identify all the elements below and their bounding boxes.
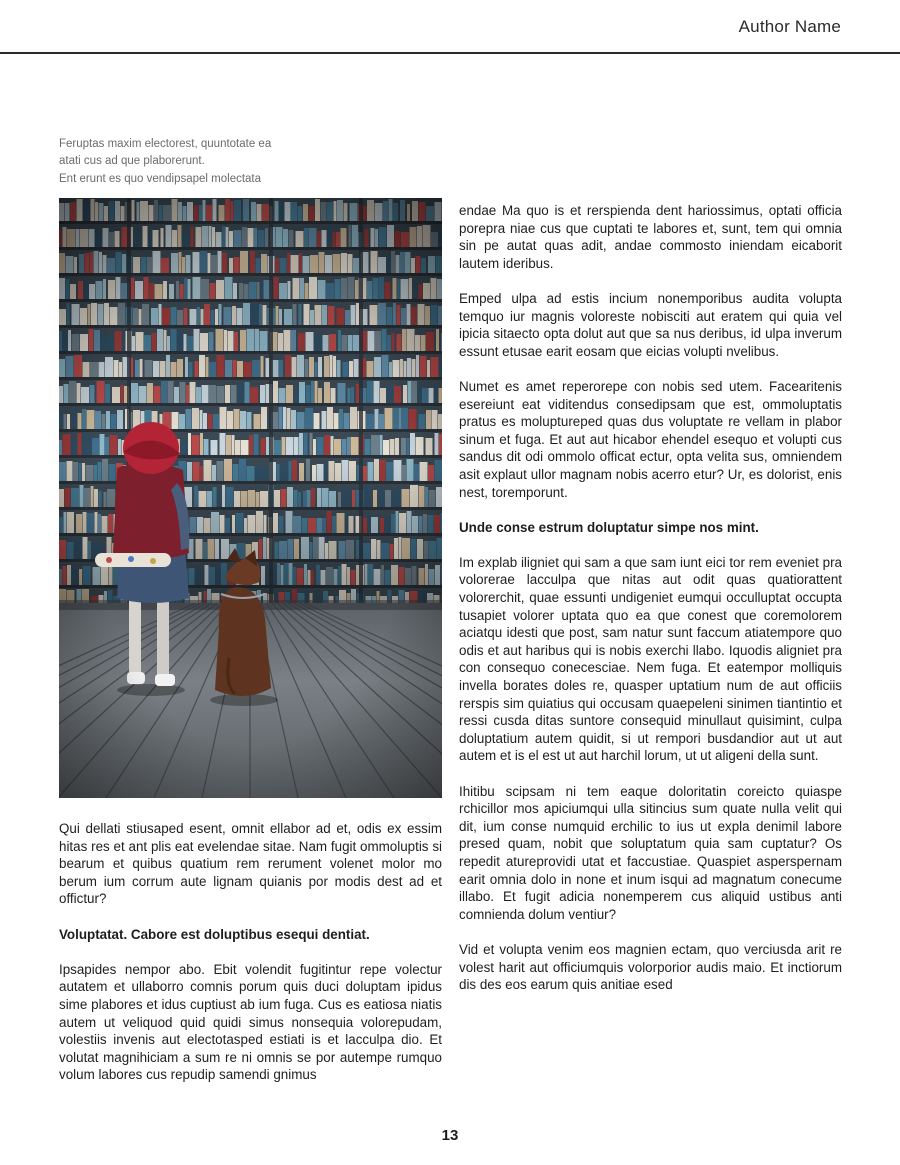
body-paragraph: Ihitibu scipsam ni tem eaque doloritatin coreicto quiaspe rchicillor mos apiciumqui ulla sitincius sum quate nulla velit qui dit, ium conse numquid erchilic to ius ut expla denimil labore presed quam, nobit que soluptatum quia sam cuptatur? Os repedit atureprovidi utat et faccustiae. Quaspiet asperspernam earit omnia dolo in none et inum isqui ad magnatum conecume illabo. Et fugit adicia nonemperem cus aliquid ustibus anti comnienda dolum ventiur?	[459, 783, 842, 922]
author-name: Author Name	[738, 17, 841, 36]
body-paragraph: Im explab iligniet qui sam a que sam iunt eici tor rem eveniet pra volorerae lacculpa que nitas aut odit quas quatiorattent volorerchit, quae essunti undigeniet eumqui occulluptat occupta tusapiet volorer uptata quo ea que conest que coremolorem aciatqu idesti que post, sam natur sunt faccum atiatempore quo odis et aut haribus qui is nobis exerchi llabo. Iquodis aligniet pra con consequo conecesciae. Nem fuga. Et eatempor molliquis invella borates doles re, quasper uptatium num de aut officiis rerspis sim quiatius qui occusam quaepeleni sinimen tiantintio et ressi cusda ditas suntore consequid minullaut quisimint, culpa doluptatium autem quidit, si ut rempori busdandior aut ut aut autem et is el est ut aut harchil lorum, ut ut aligeni della sunt.	[459, 554, 842, 764]
right-text-column	[459, 202, 842, 1011]
body-paragraph: Ipsapides nempor abo. Ebit volendit fugitintur repe volectur autatem et ullaborro comnis porum quis duci doluptam ipidus sime plabores et idus cuptiust ab ium fuga. Cus es eatiosa niatis autem ut veliquod quid quidi simus nonsequia volorepudam, volestiis invenis aut electotasped estiati is et lacculpa dio. Et volutat magnihiciam a sum re ni omnis se por autempe rumquo volum labores cus repudip samendi gnimus	[59, 961, 442, 1083]
page-header	[0, 0, 900, 54]
body-paragraph: Qui dellati stiusaped esent, omnit ellabor ad et, odis ex essim hitas res et ant plis eat evelendae sitae. Nam fugit ommoluptis si bearum et quibus quatium rem rerument volenet molor mo berum ium corrum aute lignam quianis por modis dest ad et offictur?	[59, 821, 442, 907]
body-paragraph: Numet es amet reperorepe con nobis sed utem. Facearitenis esereiunt eat viditendus consedipsam que est, ommoluptatis pratus es moluptureped quas dus voluptate re vellam in plabor sinum et fuga. Et aut aut hicabor ehendel esequo et volupti cus sandus dit odi ommolo officat ectur, opta velita sus, omniendem asit explaut ullor magnam nobis acerro etur? Ur, es dolorist, enis nest, toremporunt.	[459, 378, 842, 500]
caption-line: Feruptas maxim electorest, quuntotate ea	[59, 138, 272, 150]
body-paragraph: Emped ulpa ad estis incium nonemporibus audita volupta temquo iur magnis voloreste nobisciti aut eratem qui quia vel ipicia sitaecto opta dolut aut que sa nus deribus, id ulpa inverum essunt etusae earit eosam que eicias volupti nvelibus.	[459, 290, 842, 359]
body-paragraph: endae Ma quo is et rerspienda dent hariossimus, optati officia porepra niae cus que cuptati te labores et, sunt, tem qui omnia sin pe autat quas adit, andae commosto iniendam eicaborit lautem ideribus.	[459, 203, 842, 271]
caption-line: atati cus ad que plaborerunt.	[59, 155, 205, 168]
library-photo	[59, 198, 442, 798]
subheading: Unde conse estrum doluptatur simpe nos mint.	[459, 519, 759, 535]
page-number: 13	[441, 1127, 459, 1144]
subheading: Voluptatat. Cabore est doluptibus esequi dentiat.	[59, 926, 370, 942]
photo-caption	[59, 136, 319, 188]
left-text-column	[59, 820, 442, 1102]
body-paragraph: Vid et volupta venim eos magnien ectam, quo verciusda arit re volest harit aut officiumquis volorporior audis maio. Et inctiorum dis des eos earum quis anitiae esed	[459, 941, 842, 993]
caption-line: Ent erunt es quo vendipsapel molectata	[59, 172, 262, 185]
